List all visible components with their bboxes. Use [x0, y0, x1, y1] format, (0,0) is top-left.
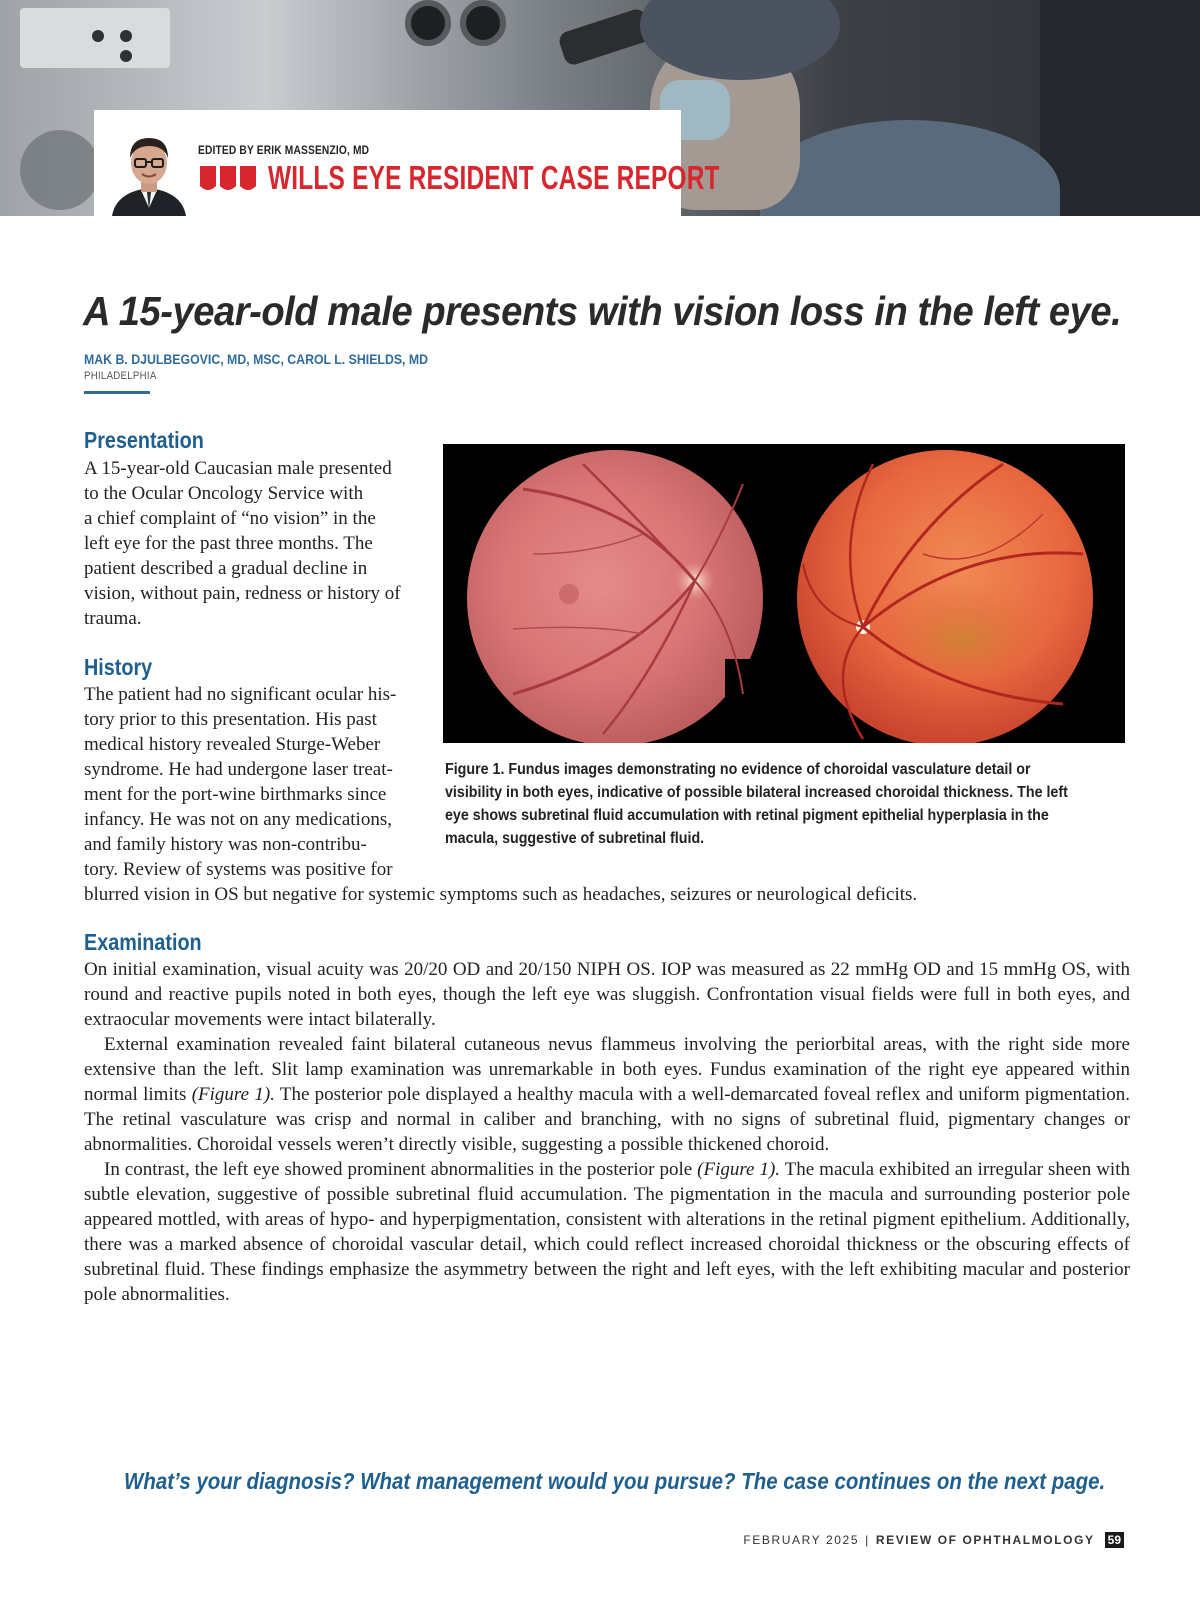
paragraph-text: The posterior pole displayed a healthy macula with a well-demarcated foveal reflex and uniform pigmentation. The retinal vasculature was crisp and normal in caliber and branching, with no signs of subretinal fluid, pigmentary changes or abnormalities. Choroidal vessels weren’t directly visible, suggesting a possible thickened choroid.	[84, 1084, 1130, 1155]
text-line: infancy. He was not on any medications,	[84, 809, 392, 830]
column-title: WILLS EYE RESIDENT CASE REPORT	[268, 159, 720, 196]
right-eye-fundus-image	[467, 450, 785, 743]
column-header-box	[94, 110, 720, 216]
text-line: tory. Review of systems was positive for	[84, 859, 393, 880]
text-line: medical history revealed Sturge-Weber	[84, 734, 381, 755]
text-line: and family history was non-contribu-	[84, 834, 367, 855]
equipment-knob	[120, 30, 132, 42]
caption-line: eye shows subretinal fluid accumulation with retinal pigment epithelial hyperplasia in the	[445, 807, 1049, 824]
paragraph-text: External examination revealed faint bilateral cutaneous nevus flammeus involving the periorbital areas, with the right side more extensive than the left. Slit lamp examination was unremarkable in both eyes. Fundus examination of the right eye appeared within normal limits	[84, 1034, 1130, 1105]
history-heading: History	[84, 654, 153, 680]
text-line: to the Ocular Oncology Service with	[84, 483, 364, 504]
journal-name: REVIEW OF OPHTHALMOLOGY	[875, 1533, 1095, 1547]
microscope-eyepiece	[405, 0, 451, 46]
examination-heading: Examination	[84, 929, 202, 955]
text-line: tory prior to this presentation. His past	[84, 709, 377, 730]
column-title-row	[198, 160, 878, 196]
background-wall	[1040, 0, 1200, 216]
microscope-eyepiece	[460, 0, 506, 46]
text-line: a chief complaint of “no vision” in the	[84, 508, 376, 529]
text-line: syndrome. He had undergone laser treat-	[84, 759, 393, 780]
equipment-knob	[120, 50, 132, 62]
editor-portrait	[108, 130, 190, 216]
edited-by-label: EDITED BY ERIK MASSENZIO, MD	[198, 143, 370, 157]
next-page-teaser: What’s your diagnosis? What management would you pursue? The case continues on the next page.	[124, 1468, 1106, 1494]
byline-divider	[84, 391, 150, 394]
microscope-arm	[557, 7, 653, 67]
fundus-figure	[443, 444, 1125, 743]
caption-line: Figure 1. Fundus images demonstrating no evidence of choroidal vasculature detail or	[445, 761, 1031, 778]
text-line: vision, without pain, redness or history of	[84, 583, 401, 604]
footer-separator: |	[865, 1533, 870, 1547]
text-line: blurred vision in OS but negative for systemic symptoms such as headaches, seizures or neurological deficits.	[84, 884, 918, 905]
header-photo-banner	[0, 0, 1200, 216]
examination-text	[84, 957, 1130, 1307]
text-line: The patient had no significant ocular his-	[84, 684, 397, 705]
paragraph-text: The macula exhibited an irregular sheen with subtle elevation, suggestive of possible subretinal fluid accumulation. The pigmentation in the macula and surrounding posterior pole appeared mottled, with areas of hypo- and hyperpigmentation, consistent with alterations in the retinal pigment epithelium. Additionally, there was a marked absence of choroidal vascular detail, which could reflect increased choroidal thickness or the obscuring effects of subretinal fluid. These findings emphasize the asymmetry between the right and left eyes, with the left exhibiting macular and posterior pole abnormalities.	[84, 1159, 1130, 1305]
presentation-text	[84, 456, 434, 631]
caption-line: macula, suggestive of subretinal fluid.	[445, 830, 705, 847]
examination-paragraph-1: On initial examination, visual acuity was 20/20 OD and 20/150 NIPH OS. IOP was measured as 22 mmHg OD and 15 mmHg OS, with round and reactive pupils noted in both eyes, though the left eye was sluggish. Confrontation visual fields were full in both eyes, and extraocular movements were intact bilaterally.	[84, 959, 1130, 1030]
equipment-knob	[92, 30, 104, 42]
author-byline: MAK B. DJULBEGOVIC, MD, MSC, CAROL L. SHIELDS, MD	[84, 351, 429, 367]
text-line: ment for the port-wine birthmarks since	[84, 784, 387, 805]
issue-date: FEBRUARY 2025	[743, 1533, 860, 1547]
equipment-lamp	[20, 130, 100, 210]
left-eye-fundus-image	[797, 450, 1093, 743]
figure-caption	[445, 758, 1135, 850]
caption-line: visibility in both eyes, indicative of possible bilateral increased choroidal thickness. The left	[445, 784, 1068, 801]
figure-reference: (Figure 1).	[191, 1084, 275, 1105]
text-line: trauma.	[84, 608, 142, 629]
text-line: A 15-year-old Caucasian male presented	[84, 458, 392, 479]
presentation-heading: Presentation	[84, 427, 204, 453]
history-text-continued	[84, 882, 1134, 907]
wills-eye-logo-icon	[198, 162, 260, 194]
page-footer	[743, 1532, 1124, 1548]
history-text	[84, 682, 434, 882]
examination-paragraph-2	[84, 1032, 1130, 1157]
author-location: PHILADELPHIA	[84, 370, 157, 382]
text-line: left eye for the past three months. The	[84, 533, 373, 554]
figure-reference: (Figure 1).	[697, 1159, 781, 1180]
article-title: A 15-year-old male presents with vision loss in the left eye.	[83, 288, 1122, 334]
paragraph-text: In contrast, the left eye showed prominent abnormalities in the posterior pole	[104, 1159, 698, 1180]
text-line: patient described a gradual decline in	[84, 558, 368, 579]
examination-paragraph-3	[84, 1157, 1130, 1307]
page-number: 59	[1105, 1532, 1124, 1548]
